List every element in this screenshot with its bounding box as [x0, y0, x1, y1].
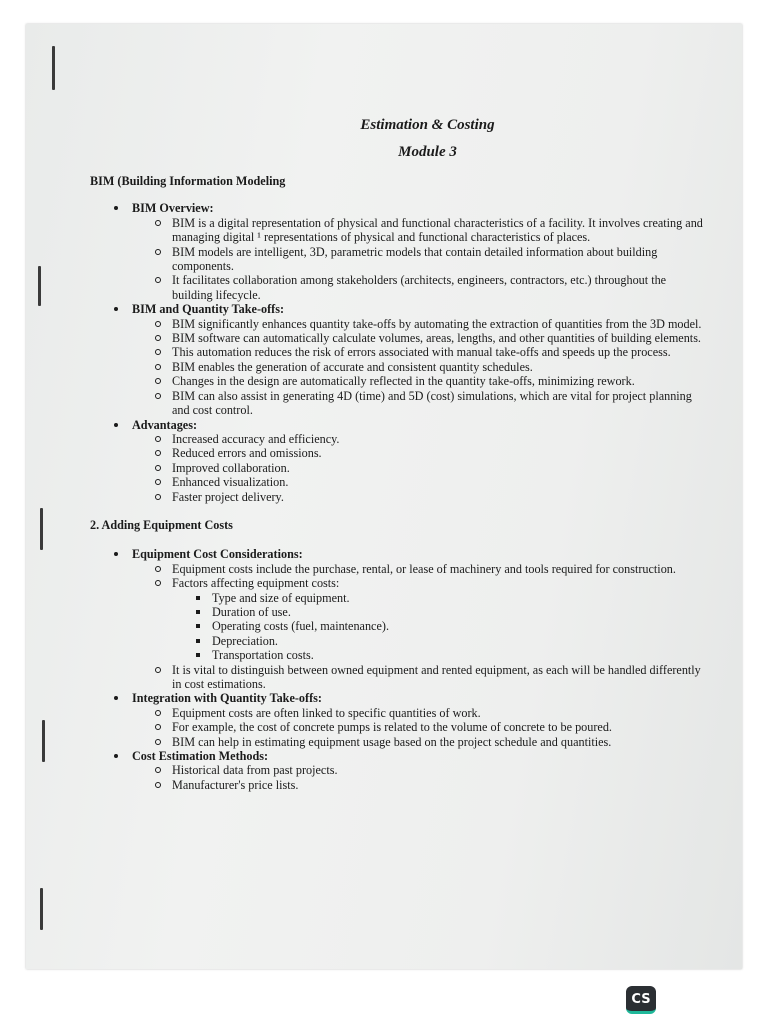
topic-label: Advantages: — [132, 417, 198, 432]
point-item: It facilitates collaboration among stakeholders (architects, engineers, contractors, etc.) throughout the building lifecycle. — [132, 273, 705, 302]
point-list — [132, 763, 705, 792]
point-item: Equipment costs are often linked to specific quantities of work. — [132, 706, 705, 720]
topic-item — [90, 201, 705, 302]
camscanner-logo: CS — [626, 986, 656, 1014]
section-equipment-costs — [90, 518, 705, 792]
point-list — [132, 562, 705, 692]
topic-label: BIM Overview: — [132, 201, 214, 216]
point-item: BIM software can automatically calculate volumes, areas, lengths, and other quantities of building elements. — [132, 331, 705, 345]
sub-point-item: Type and size of equipment. — [172, 591, 705, 605]
binder-mark — [40, 888, 43, 930]
topic-label: Equipment Cost Considerations: — [132, 547, 303, 562]
point-item: It is vital to distinguish between owned equipment and rented equipment, as each will be handled differently in cost estimations. — [132, 663, 705, 692]
point-item: Improved collaboration. — [132, 461, 705, 475]
point-item: BIM models are intelligent, 3D, parametric models that contain detailed information about building components. — [132, 245, 705, 274]
point-item: Equipment costs include the purchase, rental, or lease of machinery and tools required for construction. — [132, 562, 705, 576]
point-list — [132, 432, 705, 504]
topic-item — [90, 302, 705, 417]
topic-item — [90, 547, 705, 691]
point-item: Manufacturer's price lists. — [132, 778, 705, 792]
topic-label: Cost Estimation Methods: — [132, 749, 269, 764]
sub-point-item: Depreciation. — [172, 634, 705, 648]
binder-mark — [42, 720, 45, 762]
document-title: Estimation & Costing — [360, 117, 495, 133]
topic-item — [90, 418, 705, 504]
sub-point-item: Duration of use. — [172, 605, 705, 619]
point-item: Changes in the design are automatically reflected in the quantity take-offs, minimizing rework. — [132, 374, 705, 388]
binder-mark — [38, 266, 41, 306]
section-heading: BIM (Building Information Modeling — [90, 174, 286, 188]
point-item: For example, the cost of concrete pumps is related to the volume of concrete to be poured. — [132, 720, 705, 734]
point-item: Enhanced visualization. — [132, 475, 705, 489]
document-body — [90, 112, 705, 792]
sub-point-list — [172, 591, 705, 663]
point-item: BIM enables the generation of accurate and consistent quantity schedules. — [132, 360, 705, 374]
topic-list — [90, 547, 705, 792]
topic-list — [90, 201, 705, 504]
sub-point-item: Operating costs (fuel, maintenance). — [172, 619, 705, 633]
point-item: Reduced errors and omissions. — [132, 446, 705, 460]
binder-mark — [52, 46, 55, 90]
topic-item — [90, 749, 705, 792]
point-item: BIM can also assist in generating 4D (time) and 5D (cost) simulations, which are vital for project planning and cost control. — [132, 389, 705, 418]
module-title: Module 3 — [398, 144, 457, 160]
point-list — [132, 216, 705, 302]
point-text: Factors affecting equipment costs: — [172, 576, 340, 591]
point-item: BIM significantly enhances quantity take-offs by automating the extraction of quantities from the 3D model. — [132, 317, 705, 331]
point-item: Historical data from past projects. — [132, 763, 705, 777]
topic-label: BIM and Quantity Take-offs: — [132, 302, 285, 317]
point-list — [132, 706, 705, 749]
sub-point-item: Transportation costs. — [172, 648, 705, 662]
topic-item — [90, 691, 705, 749]
section-heading: 2. Adding Equipment Costs — [90, 517, 233, 532]
topic-label: Integration with Quantity Take-offs: — [132, 691, 322, 706]
point-item: Increased accuracy and efficiency. — [132, 432, 705, 446]
point-item: BIM can help in estimating equipment usage based on the project schedule and quantities. — [132, 735, 705, 749]
point-list — [132, 317, 705, 418]
point-item: This automation reduces the risk of errors associated with manual take-offs and speeds up the process. — [132, 345, 705, 359]
point-item: BIM is a digital representation of physical and functional characteristics of a facility. It involves creating and managing digital ¹ representations of physical and functional characteristics of places. — [132, 216, 705, 245]
section-bim — [90, 174, 705, 504]
point-item — [132, 576, 705, 662]
point-item: Faster project delivery. — [132, 490, 705, 504]
binder-mark — [40, 508, 43, 550]
